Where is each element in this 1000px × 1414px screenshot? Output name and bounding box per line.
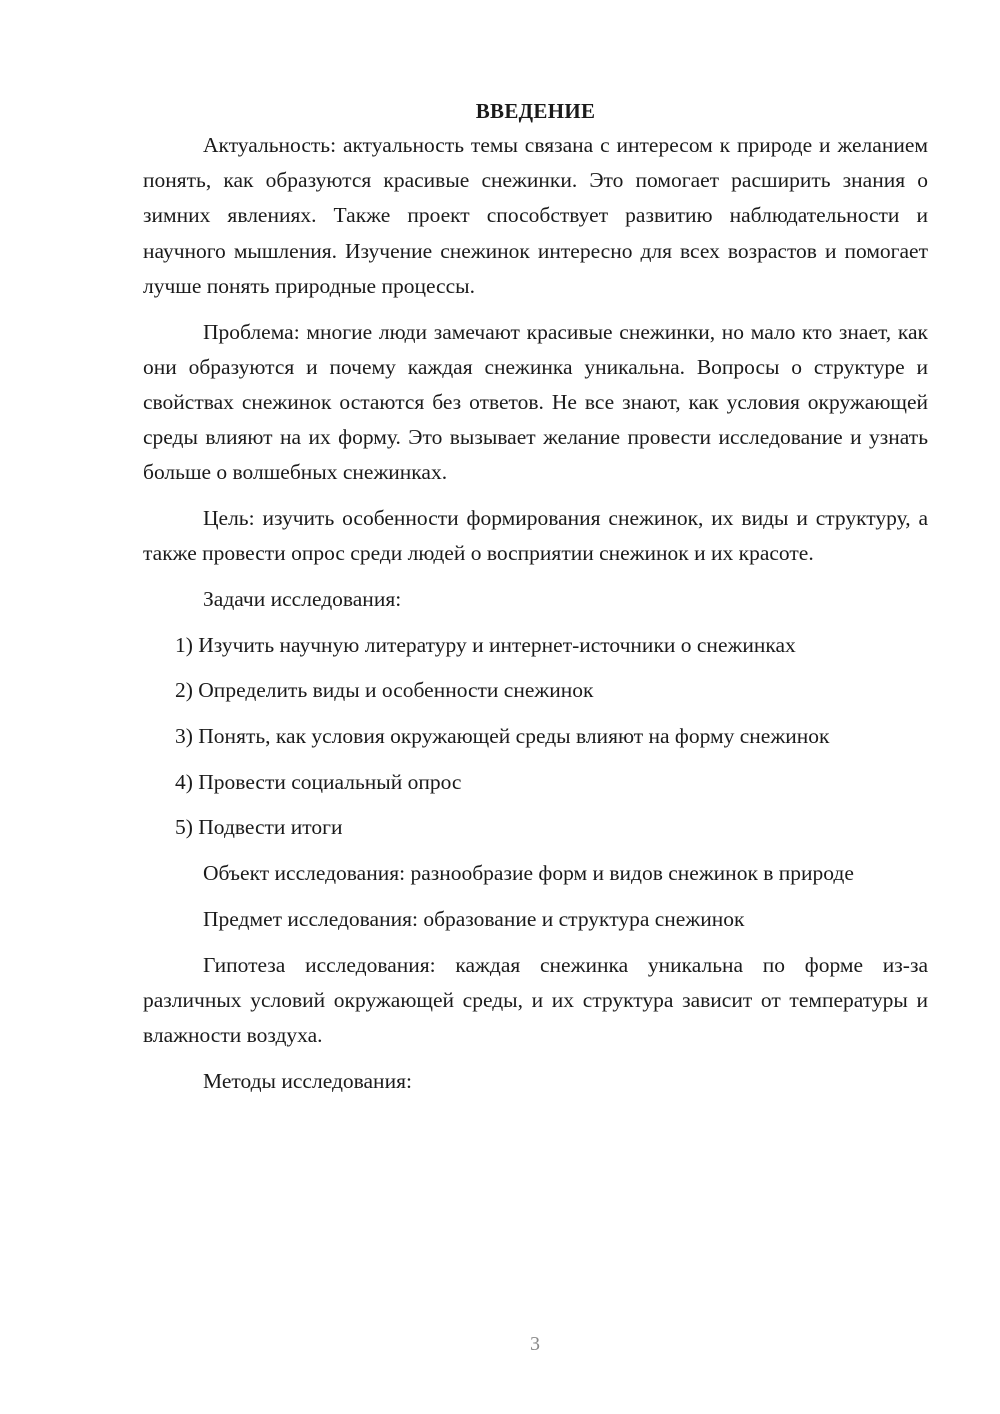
- paragraph-methods: Методы исследования:: [203, 1068, 412, 1093]
- paragraph-subject: Предмет исследования: образование и структура снежинок: [203, 906, 745, 931]
- paragraph-goal: Цель: изучить особенности формирования снежинок, их виды и структуру, а также провести опрос среди людей о восприятии снежинок и их красоте.: [143, 506, 928, 566]
- section-title: ВВЕДЕНИЕ: [475, 99, 596, 123]
- task-item-4: 4) Провести социальный опрос: [175, 769, 462, 794]
- paragraph-object: Объект исследования: разнообразие форм и видов снежинок в природе: [203, 861, 854, 886]
- paragraph-problem: Проблема: многие люди замечают красивые снежинки, но мало кто знает, как они образуются и почему каждая снежинка уникальна. Вопросы о структуре и свойствах снежинок остаются без ответов. Не все знают, как условия окружающей среды влияют на их форму. Это вызывает желание провести исследование и узнать больше о волшебных снежинках.: [143, 319, 928, 485]
- paragraph-tasks-heading: Задачи исследования:: [203, 586, 402, 611]
- document-page: [143, 94, 928, 1109]
- page-number: 3: [530, 1333, 540, 1355]
- paragraph-hypothesis: Гипотеза исследования: каждая снежинка уникальна по форме из-за различных условий окружающей среды, и их структура зависит от температуры и влажности воздуха.: [143, 952, 928, 1047]
- task-item-5: 5) Подвести итоги: [175, 815, 343, 840]
- task-item-2: 2) Определить виды и особенности снежинок: [175, 678, 594, 703]
- paragraph-relevance: Актуальность: актуальность темы связана с интересом к природе и желанием понять, как образуются красивые снежинки. Это помогает расширить знания о зимних явлениях. Также проект способствует развитию наблюдательности и научного мышления. Изучение снежинок интересно для всех возрастов и помогает лучше понять природные процессы.: [143, 133, 928, 298]
- task-item-3: 3) Понять, как условия окружающей среды влияют на форму снежинок: [175, 724, 830, 749]
- task-item-1: 1) Изучить научную литературу и интернет-источники о снежинках: [175, 632, 796, 657]
